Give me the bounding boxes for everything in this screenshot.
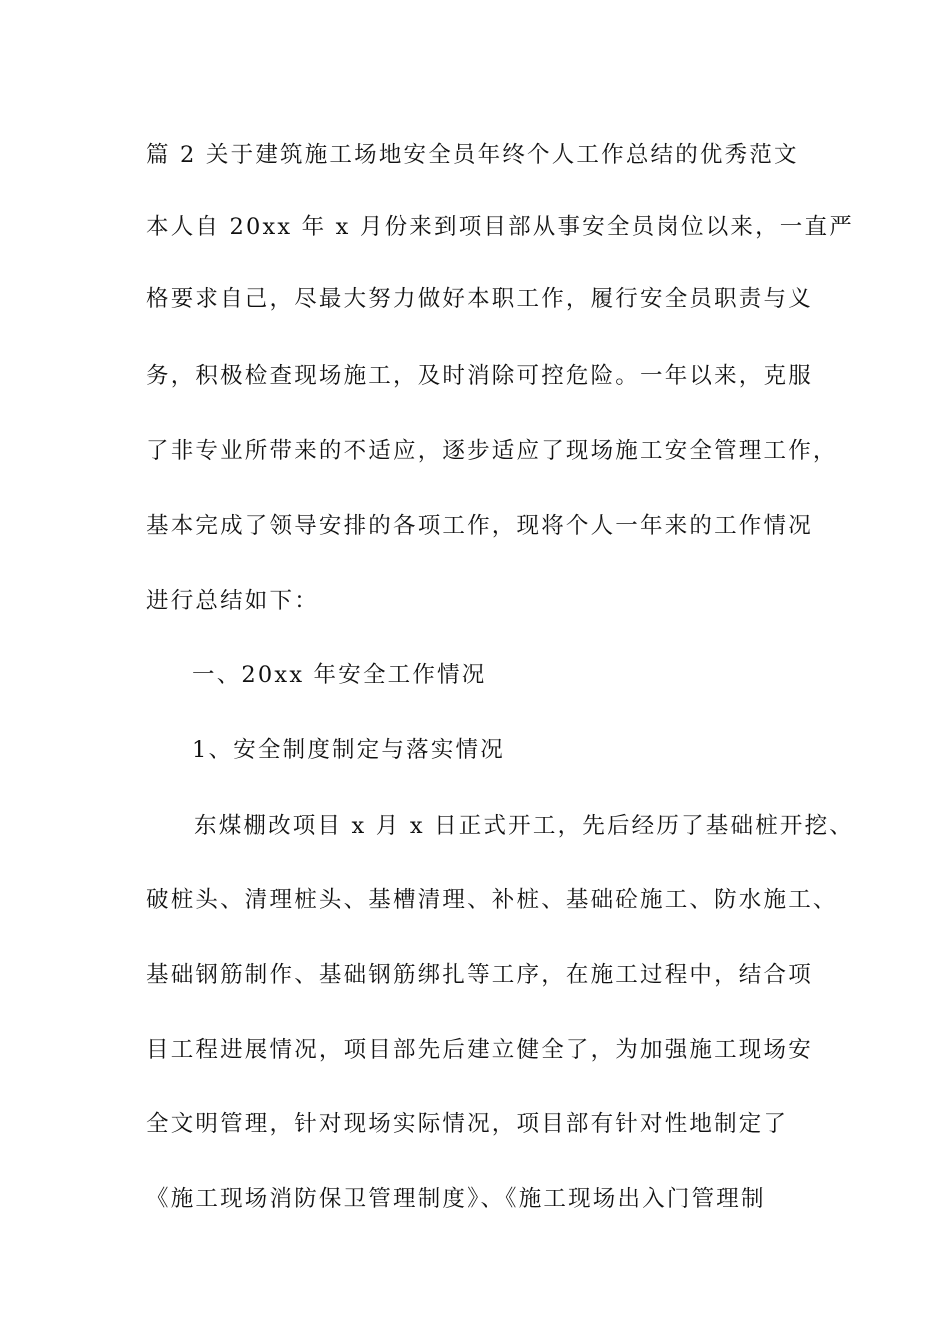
body-line: 《施工现场消防保卫管理制度》、《施工现场出入门管理制 bbox=[146, 1186, 766, 1212]
intro-line: 格要求自己，尽最大努力做好本职工作，履行安全员职责与义 bbox=[146, 286, 813, 312]
body-line: 基础钢筋制作、基础钢筋绑扎等工序，在施工过程中，结合项 bbox=[146, 962, 813, 988]
section-heading: 一、20xx 年安全工作情况 bbox=[192, 662, 487, 688]
intro-line: 了非专业所带来的不适应，逐步适应了现场施工安全管理工作， bbox=[146, 438, 838, 464]
subsection-heading: 1、安全制度制定与落实情况 bbox=[192, 737, 505, 763]
body-line: 目工程进展情况，项目部先后建立健全了，为加强施工现场安 bbox=[146, 1037, 813, 1063]
document-title: 篇 2 关于建筑施工场地安全员年终个人工作总结的优秀范文 bbox=[146, 142, 799, 168]
body-line: 东煤棚改项目 x 月 x 日正式开工，先后经历了基础桩开挖、 bbox=[194, 813, 854, 839]
intro-line: 基本完成了领导安排的各项工作，现将个人一年来的工作情况 bbox=[146, 513, 813, 539]
body-line: 破桩头、清理桩头、基槽清理、补桩、基础砼施工、防水施工、 bbox=[146, 887, 838, 913]
intro-line: 进行总结如下： bbox=[146, 588, 319, 614]
intro-line: 务，积极检查现场施工，及时消除可控危险。一年以来，克服 bbox=[146, 363, 813, 389]
body-line: 全文明管理，针对现场实际情况，项目部有针对性地制定了 bbox=[146, 1111, 789, 1137]
intro-line: 本人自 20xx 年 x 月份来到项目部从事安全员岗位以来，一直严 bbox=[146, 214, 854, 240]
